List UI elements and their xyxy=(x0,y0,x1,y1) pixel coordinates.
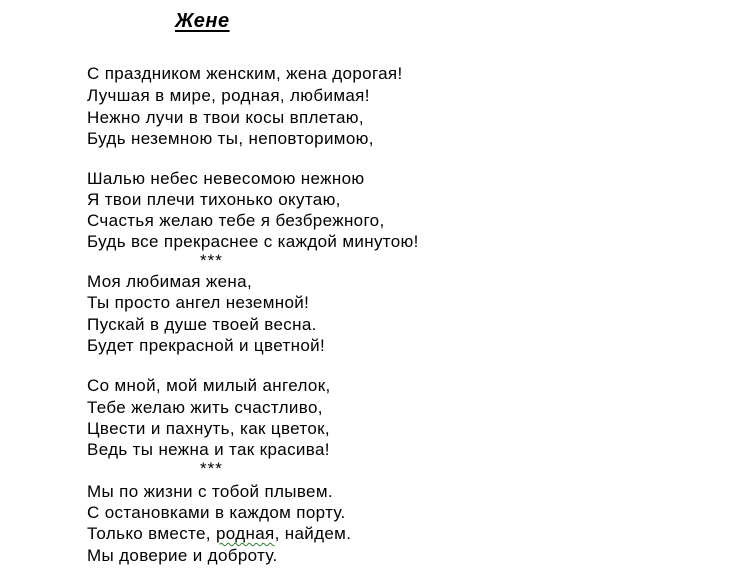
poem-line: Ты просто ангел неземной! xyxy=(87,293,310,312)
poem-line: Лучшая в мире, родная, любимая! xyxy=(87,86,370,105)
poem-line-fragment: Только вместе, xyxy=(87,524,216,543)
poem-line: Мы доверие и доброту. xyxy=(87,546,278,565)
poem-line: Ведь ты нежна и так красива! xyxy=(87,440,330,459)
poem-line: С остановками в каждом порту. xyxy=(87,503,346,522)
poem-line: Будь все прекраснее с каждой минутою! xyxy=(87,232,419,251)
poem-line: Я твои плечи тихонько окутаю, xyxy=(87,190,341,209)
poem-line: Со мной, мой милый ангелок, xyxy=(87,376,331,395)
poem-line: Шалью небес невесомою нежною xyxy=(87,169,365,188)
stanza-separator: *** xyxy=(200,251,223,270)
poem-line: Счастья желаю тебе я безбрежного, xyxy=(87,211,385,230)
poem-line: Цвести и пахнуть, как цветок, xyxy=(87,419,330,438)
poem-line: Будь неземною ты, неповторимою, xyxy=(87,129,374,148)
poem-line: Тебе желаю жить счастливо, xyxy=(87,398,323,417)
poem-line: Нежно лучи в твои косы вплетаю, xyxy=(87,108,364,127)
poem-line: Будет прекрасной и цветной! xyxy=(87,336,326,355)
stanza-separator: *** xyxy=(200,459,223,478)
poem-line: Моя любимая жена, xyxy=(87,272,253,291)
poem-line xyxy=(87,524,351,544)
poem-line: Пускай в душе твоей весна. xyxy=(87,315,317,334)
poem-line: С праздником женским, жена дорогая! xyxy=(87,64,403,83)
poem-line-fragment: , найдем. xyxy=(274,524,352,543)
poem-title: Жене xyxy=(175,10,230,32)
spellcheck-marked-word: родная xyxy=(215,524,275,543)
poem-line: Мы по жизни с тобой плывем. xyxy=(87,482,333,501)
